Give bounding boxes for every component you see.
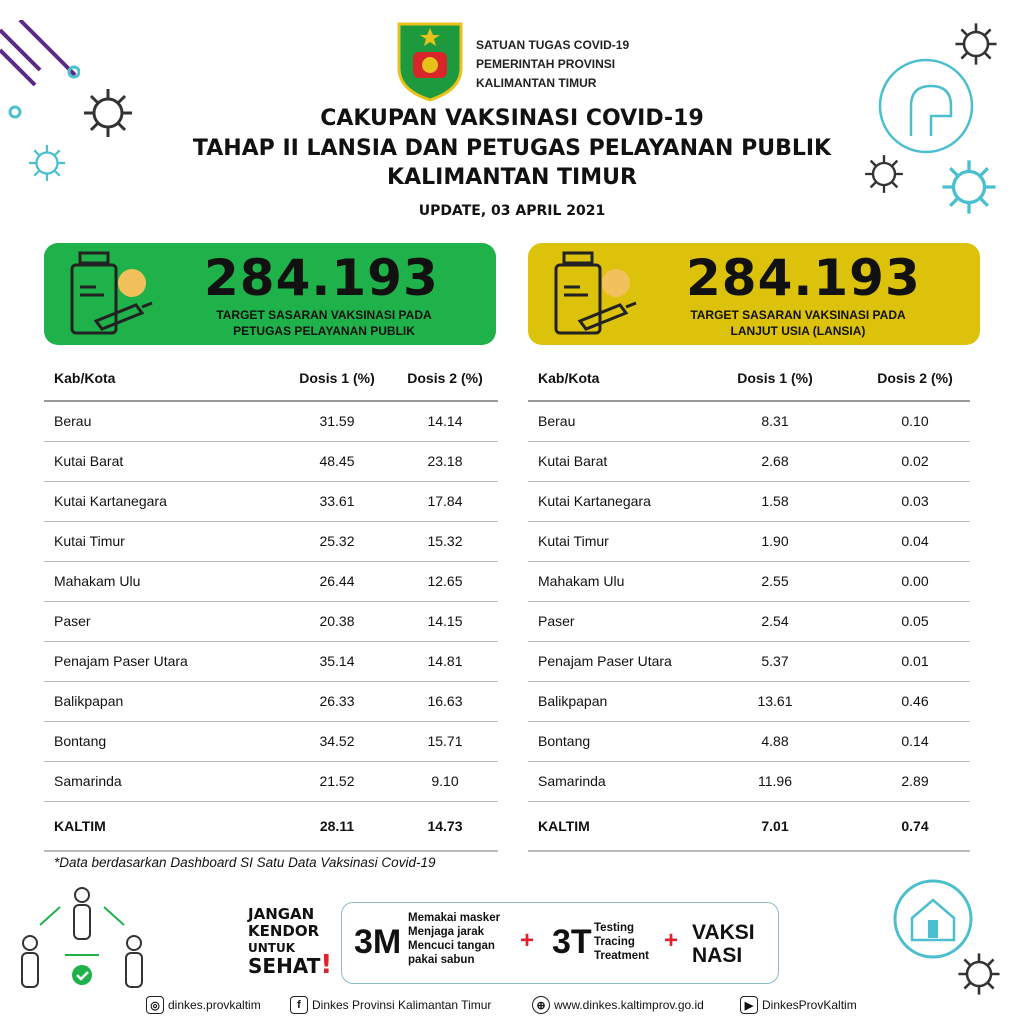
instagram-icon: ◎ [146, 996, 164, 1014]
org-name [476, 36, 629, 93]
slogan-line: KENDOR [248, 922, 320, 940]
website-url: www.dinkes.kaltimprov.go.id [554, 998, 704, 1012]
dose-cell: 15.32 [392, 521, 498, 561]
column-header: Dosis 1 (%) [690, 355, 860, 401]
total-cell: KALTIM [528, 801, 690, 851]
3m-label: 3M [354, 923, 402, 961]
3t-items [594, 921, 649, 963]
dose-cell: 0.46 [860, 681, 970, 721]
dose-cell: 0.00 [860, 561, 970, 601]
target-card-elderly [528, 243, 980, 345]
table-row [528, 641, 970, 681]
region-cell: Kutai Kartanegara [44, 481, 282, 521]
column-header: Kab/Kota [44, 355, 282, 401]
org-line: KALIMANTAN TIMUR [476, 76, 597, 90]
dose-cell: 0.02 [860, 441, 970, 481]
dose-cell: 15.71 [392, 721, 498, 761]
page-region: KALIMANTAN TIMUR [387, 165, 637, 190]
table-row [44, 441, 498, 481]
column-header: Dosis 1 (%) [282, 355, 392, 401]
region-cell: Penajam Paser Utara [44, 641, 282, 681]
3t-label: 3T [552, 923, 592, 961]
dose-cell: 2.54 [690, 601, 860, 641]
3m-item: Menjaga jarak [408, 926, 485, 938]
total-cell: 28.11 [282, 801, 392, 851]
table-row [44, 561, 498, 601]
total-cell: 14.73 [392, 801, 498, 851]
table-row [528, 761, 970, 801]
vaccine-icon [66, 251, 158, 337]
footnote: *Data berdasarkan Dashboard SI Satu Data Vaksinasi Covid-19 [54, 855, 436, 870]
facebook-handle: Dinkes Provinsi Kalimantan Timur [312, 998, 492, 1012]
table-row [528, 721, 970, 761]
health-protocol-box [341, 902, 779, 984]
target-label [648, 307, 948, 339]
hands-icon [0, 20, 80, 120]
table-row [44, 481, 498, 521]
region-cell: Mahakam Ulu [44, 561, 282, 601]
3m-item: Memakai masker [408, 912, 501, 924]
plus-sign: + [664, 927, 679, 954]
dose-cell: 2.68 [690, 441, 860, 481]
vaksi-line: VAKSI [692, 921, 755, 944]
dose-cell: 14.81 [392, 641, 498, 681]
target-label [174, 307, 474, 339]
table-row [44, 761, 498, 801]
vaksi-line: NASI [692, 944, 743, 967]
dose-cell: 33.61 [282, 481, 392, 521]
table-row [44, 401, 498, 441]
3m-item: Mencuci tangan [408, 940, 495, 952]
table-row [528, 401, 970, 441]
region-cell: Bontang [44, 721, 282, 761]
total-row [528, 801, 970, 851]
column-header: Kab/Kota [528, 355, 690, 401]
org-line: PEMERINTAH PROVINSI [476, 57, 616, 71]
table-header-row [528, 355, 970, 401]
total-cell: 7.01 [690, 801, 860, 851]
dose-cell: 0.04 [860, 521, 970, 561]
label-line: LANJUT USIA (LANSIA) [730, 324, 866, 338]
column-header: Dosis 2 (%) [860, 355, 970, 401]
total-cell: KALTIM [44, 801, 282, 851]
dose-cell: 1.90 [690, 521, 860, 561]
dose-cell: 13.61 [690, 681, 860, 721]
region-cell: Penajam Paser Utara [528, 641, 690, 681]
elderly-table [528, 355, 970, 852]
table-row [44, 681, 498, 721]
table-row [528, 561, 970, 601]
facebook-icon: f [290, 996, 308, 1014]
dose-cell: 14.14 [392, 401, 498, 441]
instagram-handle: dinkes.provkaltim [168, 998, 261, 1012]
region-cell: Samarinda [528, 761, 690, 801]
dose-cell: 21.52 [282, 761, 392, 801]
slogan-line: UNTUK [248, 941, 296, 955]
3t-item: Tracing [594, 936, 635, 948]
target-card-public-service [44, 243, 496, 345]
dose-cell: 5.37 [690, 641, 860, 681]
dose-cell: 8.31 [690, 401, 860, 441]
label-line: TARGET SASARAN VAKSINASI PADA [690, 308, 906, 322]
region-cell: Paser [528, 601, 690, 641]
table-row [44, 521, 498, 561]
facebook-link[interactable] [290, 996, 491, 1014]
table-row [44, 721, 498, 761]
region-cell: Kutai Timur [44, 521, 282, 561]
website-link[interactable] [532, 996, 704, 1014]
label-line: TARGET SASARAN VAKSINASI PADA [216, 308, 432, 322]
table-row [528, 601, 970, 641]
column-header: Dosis 2 (%) [392, 355, 498, 401]
dose-cell: 31.59 [282, 401, 392, 441]
3t-item: Testing [594, 922, 635, 934]
globe-icon: ⊕ [532, 996, 550, 1014]
slogan-line: SEHAT [248, 954, 321, 978]
region-cell: Samarinda [44, 761, 282, 801]
region-cell: Kutai Barat [44, 441, 282, 481]
dose-cell: 1.58 [690, 481, 860, 521]
region-cell: Paser [44, 601, 282, 641]
region-cell: Berau [528, 401, 690, 441]
youtube-link[interactable] [740, 996, 857, 1014]
dose-cell: 0.10 [860, 401, 970, 441]
dose-cell: 48.45 [282, 441, 392, 481]
org-line: SATUAN TUGAS COVID-19 [476, 38, 630, 52]
region-cell: Kutai Barat [528, 441, 690, 481]
region-cell: Kutai Kartanegara [528, 481, 690, 521]
update-date: UPDATE, 03 APRIL 2021 [418, 203, 606, 219]
dose-cell: 17.84 [392, 481, 498, 521]
instagram-link[interactable] [146, 996, 261, 1014]
stay-home-icon [892, 878, 974, 960]
province-logo [395, 18, 465, 102]
plus-sign: + [520, 927, 535, 954]
youtube-icon: ▶ [740, 996, 758, 1014]
exclamation: ! [320, 950, 333, 980]
3m-item: pakai sabun [408, 954, 475, 966]
table-row [44, 601, 498, 641]
dose-cell: 26.44 [282, 561, 392, 601]
youtube-handle: DinkesProvKaltim [762, 998, 857, 1012]
dose-cell: 0.01 [860, 641, 970, 681]
distancing-icon [10, 885, 155, 990]
table-row [528, 681, 970, 721]
dose-cell: 4.88 [690, 721, 860, 761]
dose-cell: 34.52 [282, 721, 392, 761]
region-cell: Balikpapan [44, 681, 282, 721]
dose-cell: 23.18 [392, 441, 498, 481]
table-row [528, 441, 970, 481]
dose-cell: 0.05 [860, 601, 970, 641]
target-value: 284.193 [204, 249, 439, 307]
region-cell: Bontang [528, 721, 690, 761]
vaccine-icon [550, 251, 642, 337]
region-cell: Berau [44, 401, 282, 441]
3t-item: Treatment [594, 950, 649, 962]
table-row [528, 521, 970, 561]
target-value: 284.193 [686, 249, 921, 307]
dose-cell: 25.32 [282, 521, 392, 561]
dose-cell: 16.63 [392, 681, 498, 721]
label-line: PETUGAS PELAYANAN PUBLIK [233, 324, 415, 338]
3m-items [408, 911, 500, 967]
page-title: CAKUPAN VAKSINASI COVID-19 [320, 106, 704, 131]
dose-cell: 2.55 [690, 561, 860, 601]
page-subtitle: TAHAP II LANSIA DAN PETUGAS PELAYANAN PUBLIK [192, 136, 832, 161]
dose-cell: 11.96 [690, 761, 860, 801]
slogan [248, 905, 333, 980]
dose-cell: 2.89 [860, 761, 970, 801]
dose-cell: 12.65 [392, 561, 498, 601]
vaccination-label [692, 921, 755, 967]
dose-cell: 9.10 [392, 761, 498, 801]
dose-cell: 35.14 [282, 641, 392, 681]
table-header-row [44, 355, 498, 401]
dose-cell: 0.14 [860, 721, 970, 761]
dose-cell: 26.33 [282, 681, 392, 721]
dose-cell: 14.15 [392, 601, 498, 641]
region-cell: Kutai Timur [528, 521, 690, 561]
region-cell: Mahakam Ulu [528, 561, 690, 601]
dose-cell: 0.03 [860, 481, 970, 521]
region-cell: Balikpapan [528, 681, 690, 721]
slogan-line: JANGAN [248, 905, 315, 923]
table-row [528, 481, 970, 521]
public-service-table [44, 355, 498, 852]
table-row [44, 641, 498, 681]
dose-cell: 20.38 [282, 601, 392, 641]
total-cell: 0.74 [860, 801, 970, 851]
total-row [44, 801, 498, 851]
